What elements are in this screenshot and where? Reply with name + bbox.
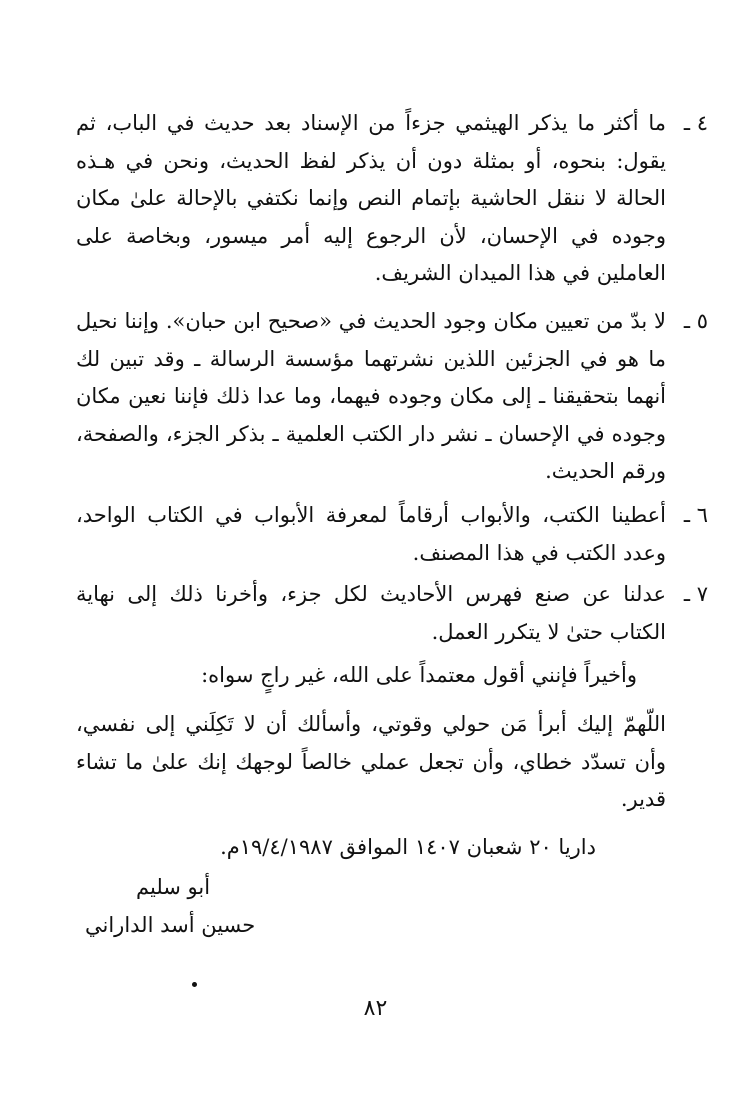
item-number: ٧ ـ	[683, 582, 708, 606]
item-text: ما أكثر ما يذكر الهيثمي جزءاً من الإسناد بعد حديث في الباب، ثم يقول: بنحوه، أو بمثلة دون أن يذكر لفظ الحديث، ونحن في هـذه الحالة لا ننقل الحاشية بإتمام النص وإنما نكتفي بالإحالة علىٰ مكان وجوده في الإحسان، لأن الرجوع إليه أمر ميسور، وبخاصة على العاملين في هذا الميدان الشريف.	[76, 111, 666, 285]
item-number: ٤ ـ	[683, 111, 708, 135]
item-text: عدلنا عن صنع فهرس الأحاديث لكل جزء، وأخرنا ذلك إلى نهاية الكتاب حتىٰ لا يتكرر العمل.	[76, 582, 666, 644]
item-text: لا بدّ من تعيين مكان وجود الحديث في «صحيح ابن حبان». وإننا نحيل ما هو في الجزئين اللذين نشرتهما مؤسسة الرسالة ـ وقد تبين لك أنهما بتحقيقنا ـ إلى مكان وجوده فيهما، وما عدا ذلك فإننا نعين مكان وجوده في الإحسان ـ نشر دار الكتب العلمية ـ بذكر الجزء، والصفحة، ورقم الحديث.	[76, 309, 666, 483]
prayer-paragraph: اللّهمّ إليك أبرأ مَن حولي وقوتي، وأسألك أن لا تَكِلَني إلى نفسي، وأن تسدّد خطاي، وأن تجعل عملي خالصاً لوجهك إنك علىٰ ما تشاء قدير.	[76, 712, 666, 811]
signature-name: حسين أسد الداراني	[85, 913, 256, 937]
item-number: ٦ ـ	[683, 503, 708, 527]
list-item-6	[76, 497, 708, 572]
decorative-dot	[192, 982, 197, 987]
signature-kunya: أبو سليم	[136, 875, 211, 899]
item-number: ٥ ـ	[683, 309, 708, 333]
list-item-5	[76, 303, 708, 491]
date-line: داريا ٢٠ شعبان ١٤٠٧ الموافق ١٩/٤/١٩٨٧م.	[220, 835, 596, 859]
list-item-4	[76, 105, 708, 293]
page-number: ٨٢	[363, 996, 388, 1021]
list-item-7	[76, 576, 708, 651]
item-text: أعطينا الكتب، والأبواب أرقاماً لمعرفة الأبواب في الكتاب الواحد، وعدد الكتب في هذا المصنف.	[76, 503, 666, 565]
closing-statement: وأخيراً فإنني أقول معتمداً على الله، غير راجٍ سواه:	[201, 663, 637, 687]
